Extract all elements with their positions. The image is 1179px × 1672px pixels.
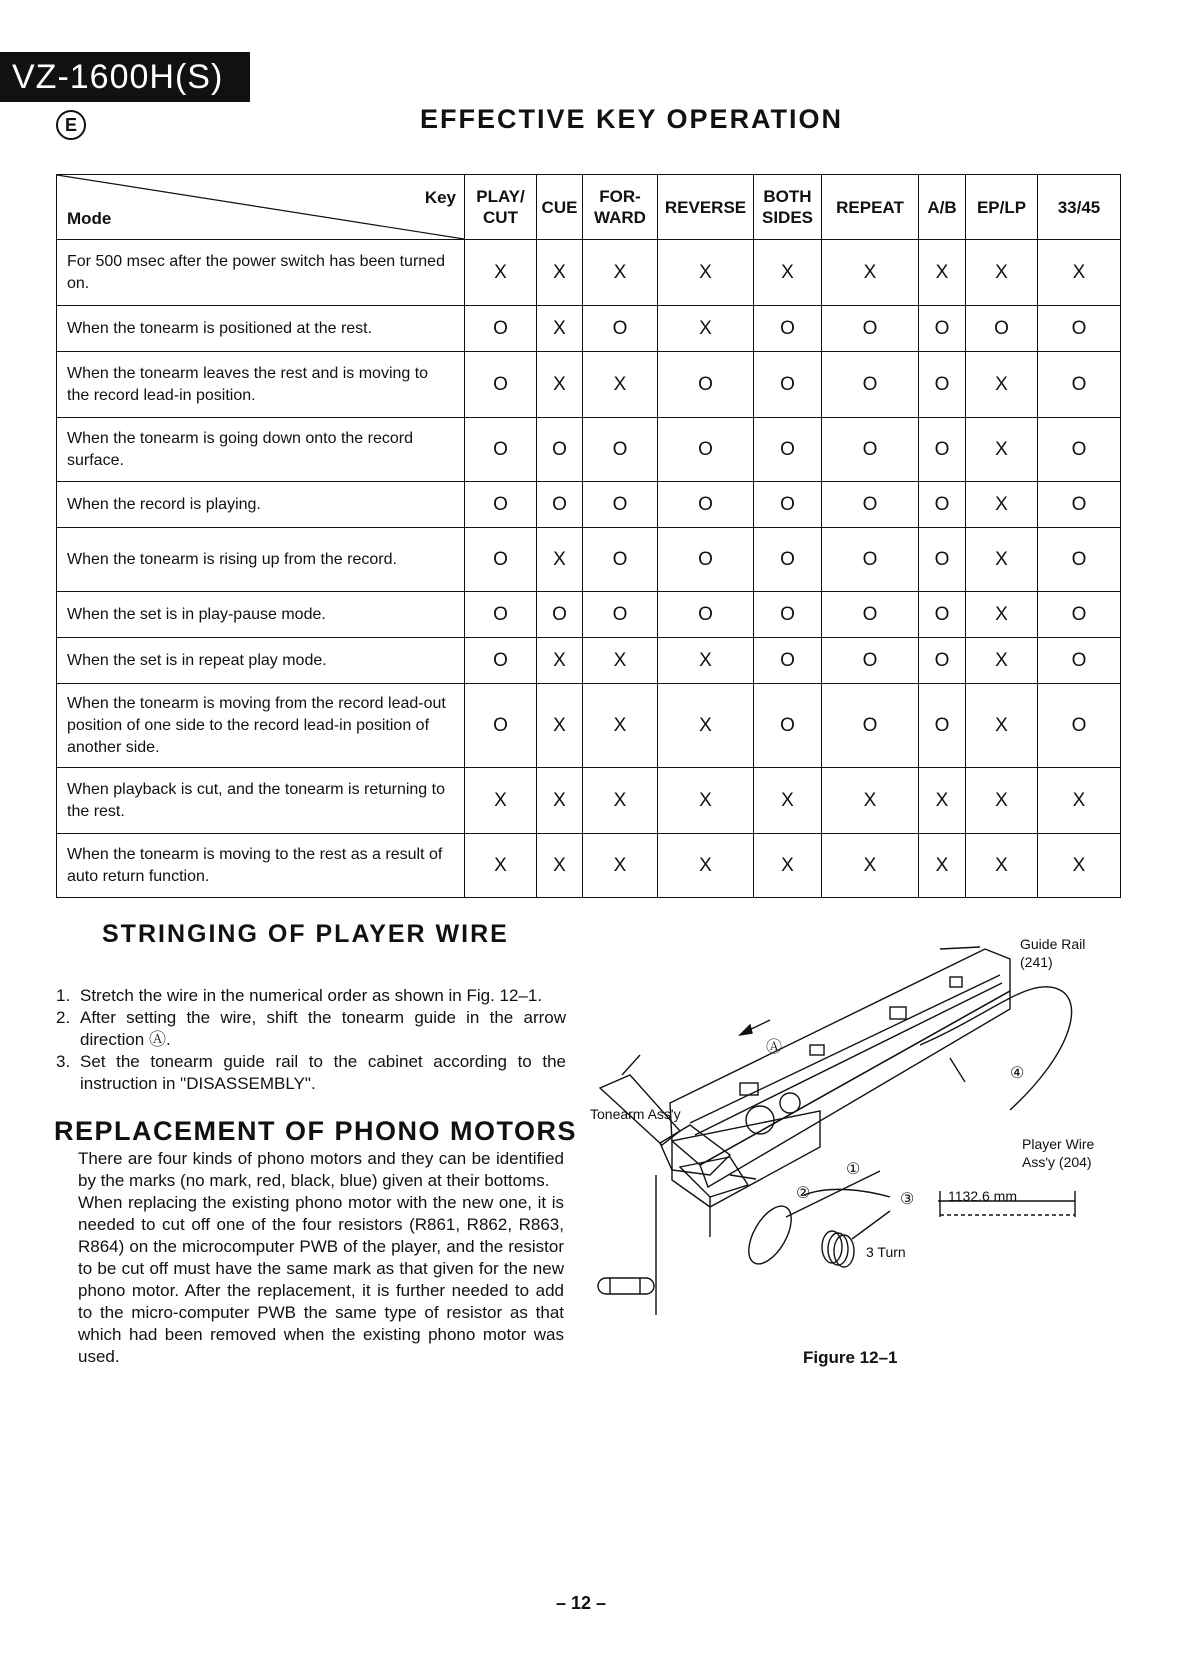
tonearm-label: Tonearm Ass'y	[590, 1106, 681, 1122]
mark-cell: X	[966, 768, 1038, 834]
mode-cell: When the tonearm is going down onto the record surface.	[57, 418, 465, 482]
mark-cell: O	[465, 482, 537, 528]
table-row	[57, 684, 1121, 768]
mark-cell: O	[465, 638, 537, 684]
table-row	[57, 834, 1121, 898]
mark-cell: O	[583, 528, 658, 592]
mark-cell: O	[754, 482, 822, 528]
mark-cell: X	[1038, 834, 1121, 898]
mark-cell: X	[658, 638, 754, 684]
mark-cell: X	[754, 240, 822, 306]
mark-cell: X	[658, 834, 754, 898]
mark-cell: O	[658, 482, 754, 528]
mark-cell: X	[754, 834, 822, 898]
mark-cell: O	[919, 482, 966, 528]
mark-cell: O	[822, 482, 919, 528]
column-header: REPEAT	[822, 175, 919, 240]
mark-cell: O	[1038, 306, 1121, 352]
mark-cell: O	[919, 684, 966, 768]
mode-cell: When the record is playing.	[57, 482, 465, 528]
mode-cell: When the tonearm is moving from the record lead-out position of one side to the record lead-in position of another side.	[57, 684, 465, 768]
mark-cell: O	[583, 482, 658, 528]
list-item: 2. After setting the wire, shift the tonearm guide in the arrow direction Ⓐ.	[56, 1008, 566, 1049]
mark-cell: O	[919, 306, 966, 352]
mark-cell: O	[583, 592, 658, 638]
mark-cell: O	[822, 306, 919, 352]
table-row	[57, 418, 1121, 482]
mark-cell: O	[465, 592, 537, 638]
mode-cell: When the set is in repeat play mode.	[57, 638, 465, 684]
table-row	[57, 768, 1121, 834]
mark-cell: X	[537, 240, 583, 306]
mark-cell: O	[465, 306, 537, 352]
mode-cell: For 500 msec after the power switch has been turned on.	[57, 240, 465, 306]
player-wire-part: Ass'y (204)	[1022, 1154, 1092, 1170]
marker-a: Ⓐ	[766, 1039, 783, 1056]
replacement-heading: REPLACEMENT OF PHONO MOTORS	[54, 1116, 578, 1146]
page-number: – 12 –	[556, 1593, 607, 1613]
mark-cell: O	[465, 684, 537, 768]
column-header: A/B	[919, 175, 966, 240]
mark-cell: O	[658, 418, 754, 482]
mark-cell: X	[583, 240, 658, 306]
guide-rail-part: (241)	[1020, 954, 1053, 970]
mark-cell: O	[658, 592, 754, 638]
mark-cell: O	[754, 592, 822, 638]
mark-cell: X	[966, 528, 1038, 592]
mark-cell: X	[919, 768, 966, 834]
mark-cell: X	[537, 352, 583, 418]
marker-2: ②	[796, 1185, 811, 1202]
column-header: FOR- WARD	[583, 175, 658, 240]
mode-cell: When the tonearm is moving to the rest as a result of auto return function.	[57, 834, 465, 898]
mark-cell: X	[583, 352, 658, 418]
player-wire-label: Player Wire	[1022, 1136, 1095, 1152]
mark-cell: X	[583, 834, 658, 898]
table-row	[57, 638, 1121, 684]
guide-rail-label: Guide Rail	[1020, 936, 1086, 952]
mark-cell: X	[658, 684, 754, 768]
mark-cell: O	[966, 306, 1038, 352]
mark-cell: O	[583, 306, 658, 352]
column-header: PLAY/ CUT	[465, 175, 537, 240]
table-corner-cell	[57, 175, 465, 240]
mark-cell: X	[966, 834, 1038, 898]
mark-cell: X	[537, 768, 583, 834]
mark-cell: X	[537, 638, 583, 684]
figure-12-1	[590, 935, 1130, 1335]
mark-cell: X	[919, 834, 966, 898]
mark-cell: X	[465, 834, 537, 898]
mark-cell: O	[1038, 528, 1121, 592]
table-header-row	[57, 175, 1121, 240]
mark-cell: X	[754, 768, 822, 834]
mark-cell: X	[658, 306, 754, 352]
mark-cell: O	[1038, 684, 1121, 768]
stringing-steps	[56, 985, 566, 1095]
stringing-heading: STRINGING OF PLAYER WIRE	[102, 920, 509, 948]
mark-cell: O	[754, 528, 822, 592]
mark-cell: X	[658, 768, 754, 834]
mark-cell: O	[583, 418, 658, 482]
mark-cell: X	[822, 768, 919, 834]
mark-cell: O	[754, 638, 822, 684]
replacement-paragraph-2: When replacing the existing phono motor with the new one, it is needed to cut off one of the four resistors (R861, R862, R863, R864) on the microcomputer PWB of the player, and the resistor to be cut off must have the same mark as that given for the new phono motor. After the replacement, it is further needed to add to the micro-computer PWB the same type of resistor as that which had been removed when the existing phono motor was used.	[78, 1193, 564, 1366]
mark-cell: O	[754, 306, 822, 352]
mode-cell: When the tonearm is rising up from the record.	[57, 528, 465, 592]
mark-cell: O	[754, 684, 822, 768]
mark-cell: O	[822, 418, 919, 482]
mark-cell: X	[966, 482, 1038, 528]
mark-cell: X	[583, 684, 658, 768]
mark-cell: X	[537, 306, 583, 352]
mark-cell: X	[919, 240, 966, 306]
mark-cell: O	[822, 592, 919, 638]
column-header: EP/LP	[966, 175, 1038, 240]
figure-caption: Figure 12–1	[803, 1348, 898, 1367]
mark-cell: O	[822, 352, 919, 418]
mark-cell: O	[919, 592, 966, 638]
mark-cell: O	[822, 638, 919, 684]
length-label: 1132.6 mm	[948, 1188, 1017, 1204]
mark-cell: X	[822, 240, 919, 306]
column-header: BOTH SIDES	[754, 175, 822, 240]
mark-cell: O	[537, 592, 583, 638]
mark-cell: X	[966, 418, 1038, 482]
mark-cell: O	[658, 528, 754, 592]
table-row	[57, 592, 1121, 638]
table-row	[57, 482, 1121, 528]
mark-cell: X	[1038, 240, 1121, 306]
key-operation-table	[56, 174, 1121, 898]
language-mark: E	[56, 110, 86, 140]
mark-cell: O	[465, 528, 537, 592]
mark-cell: O	[537, 418, 583, 482]
mark-cell: O	[537, 482, 583, 528]
mark-cell: X	[966, 592, 1038, 638]
mark-cell: O	[658, 352, 754, 418]
corner-diagonal	[57, 175, 464, 239]
mode-cell: When playback is cut, and the tonearm is returning to the rest.	[57, 768, 465, 834]
mark-cell: O	[1038, 352, 1121, 418]
column-header: 33/45	[1038, 175, 1121, 240]
mark-cell: O	[919, 638, 966, 684]
table-row	[57, 306, 1121, 352]
key-label: Key	[424, 188, 456, 207]
mode-cell: When the tonearm is positioned at the rest.	[57, 306, 465, 352]
marker-4: ④	[1010, 1065, 1025, 1082]
mark-cell: O	[1038, 482, 1121, 528]
mark-cell: X	[537, 684, 583, 768]
mark-cell: O	[822, 684, 919, 768]
mark-cell: O	[1038, 638, 1121, 684]
mark-cell: O	[822, 528, 919, 592]
mark-cell: O	[754, 352, 822, 418]
mode-cell: When the tonearm leaves the rest and is moving to the record lead-in position.	[57, 352, 465, 418]
mark-cell: X	[465, 768, 537, 834]
mark-cell: X	[966, 684, 1038, 768]
model-number: VZ-1600H(S)	[0, 52, 250, 102]
list-item: 3. Set the tonearm guide rail to the cabinet according to the instruction in "DISASSEMBLY".	[56, 1052, 566, 1093]
mark-cell: X	[966, 240, 1038, 306]
table-row	[57, 352, 1121, 418]
mark-cell: O	[465, 418, 537, 482]
mark-cell: X	[537, 528, 583, 592]
mark-cell: O	[465, 352, 537, 418]
mark-cell: O	[1038, 418, 1121, 482]
replacement-paragraph-1: There are four kinds of phono motors and they can be identified by the marks (no mark, red, black, blue) given at their bottoms.	[78, 1149, 564, 1190]
mark-cell: X	[1038, 768, 1121, 834]
mark-cell: X	[658, 240, 754, 306]
mark-cell: X	[583, 768, 658, 834]
mode-cell: When the set is in play-pause mode.	[57, 592, 465, 638]
mark-cell: X	[966, 638, 1038, 684]
mark-cell: O	[919, 528, 966, 592]
table-row	[57, 240, 1121, 306]
mark-cell: X	[465, 240, 537, 306]
marker-3: ③	[900, 1191, 915, 1208]
mark-cell: O	[754, 418, 822, 482]
column-header: CUE	[537, 175, 583, 240]
mark-cell: X	[537, 834, 583, 898]
mode-label: Mode	[67, 209, 112, 228]
list-item: 1. Stretch the wire in the numerical order as shown in Fig. 12–1.	[56, 986, 543, 1005]
mark-cell: O	[1038, 592, 1121, 638]
mark-cell: X	[966, 352, 1038, 418]
mark-cell: O	[919, 352, 966, 418]
column-header: REVERSE	[658, 175, 754, 240]
page-title: EFFECTIVE KEY OPERATION	[420, 104, 844, 134]
mark-cell: O	[919, 418, 966, 482]
mark-cell: X	[583, 638, 658, 684]
marker-1: ①	[846, 1161, 861, 1178]
mark-cell: X	[822, 834, 919, 898]
turns-label: 3 Turn	[866, 1244, 906, 1260]
table-row	[57, 528, 1121, 592]
